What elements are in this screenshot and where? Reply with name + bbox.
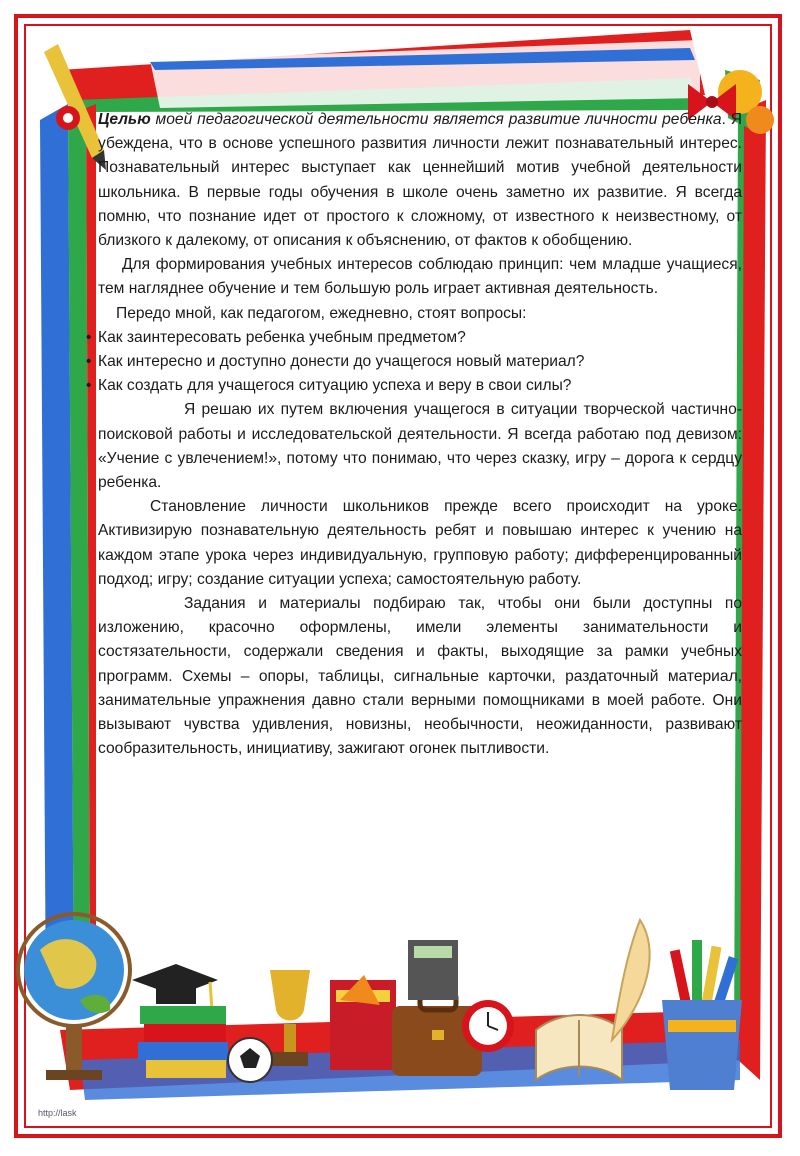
open-book-icon [536,1015,622,1080]
list-item: • Как создать для учащегося ситуацию успеха и веру в свои силы? [86,374,746,398]
goal-keyword: Целью [98,111,151,128]
list-item: • Как интересно и доступно донести до учащегося новый материал? [86,350,746,374]
books-stack-icon [138,1006,228,1078]
books-icon [330,975,396,1070]
main-text [98,108,742,761]
paragraph-motto: Я решаю их путем включения учащегося в ситуации творческой частично-поисковой работы и исследовательской деятельности. Я всегда работаю под девизом: «Учение с увлечением!», потому что понимаю, что через сказку, игру – дорога к сердцу ребенка. [98,401,742,492]
clock-icon [462,1000,514,1052]
ball-icon [228,1038,272,1082]
paragraph-lesson: Становление личности школьников прежде всего происходит на уроке. Активизирую познавательную деятельность ребят и повышаю интерес к учению на каждом этапе урока через индивидуальную, групповую работу; дифференцированный подход; игру; создание ситуации успеха; самостоятельную работу. [98,498,742,588]
calculator-icon [408,940,458,1000]
goal-phrase: моей педагогической деятельности является развитие личности ребенка [150,111,722,128]
paragraph-questions-intro: Передо мной, как педагогом, ежедневно, стоят вопросы: [116,304,527,322]
paragraph-principle: Для формирования учебных интересов соблюдаю принцип: чем младше учащиеся, тем нагляднее обучение и тем большую роль играет активная деятельность. [98,256,742,298]
graduation-cap-icon [132,964,218,1010]
list-item: • Как заинтересовать ребенка учебным предметом? [86,326,746,350]
paragraph-materials: Задания и материалы подбираю так, чтобы они были доступны по изложению, красочно оформлены, имели элементы занимательности и состязательности, содержали сведения и факты, выходящие за рамки учебных программ. Схемы – опоры, таблицы, сигнальные карточки, раздаточный материал, занимательные упражнения давно стали верными помощниками в моей работе. Они вызывают чувства удивления, новизны, необычности, неожиданности, развивают сообразительность, инициативу, зажигают огонек пытливости. [98,595,742,758]
watermark-text: http://lask [38,1108,77,1118]
questions-list [86,326,746,399]
pencil-cup-icon [662,940,742,1090]
paragraph-goal [98,108,742,253]
goal-rest: . Я убеждена, что в основе успешного развития личности лежит познавательный интерес. Познавательный интерес выступает как ценнейший мотив учебной деятельности школьника. В первые годы обучения в школе очень заметно их развитие. Я всегда помню, что познание идет от простого к сложному, от известного к неизвестному, от близкого к далекому, от описания к объяснению, от фактов к обобщению. [98,111,742,250]
